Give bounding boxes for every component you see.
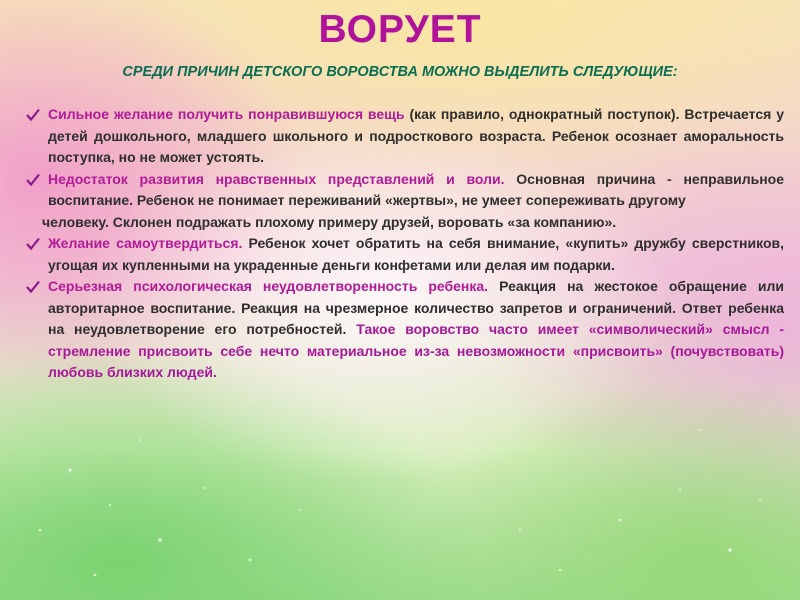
checkmark-icon: [26, 108, 40, 122]
checkmark-icon: [26, 173, 40, 187]
checkmark-icon: [26, 237, 40, 251]
causes-list: [26, 104, 784, 384]
item-text: человеку. Склонен подражать плохому примеру друзей, воровать «за компанию».: [42, 213, 617, 230]
list-item-continuation: [26, 212, 784, 234]
item-text: Основная причина - неправильное воспитание. Ребенок не понимает переживаний «жертвы», не умеет сопереживать другому: [48, 170, 784, 208]
item-highlight: Сильное желание получить понравившуюся вещь: [48, 106, 405, 122]
checkmark-icon: [26, 280, 40, 294]
item-text: Ребенок хочет обратить на себя внимание, «купить» дружбу сверстников, угощая их купленными на украденные деньги конфетами или делая им подарки.: [48, 235, 784, 273]
item-highlight: Недостаток развития нравственных представлений и воли.: [48, 170, 505, 187]
list-item: [26, 233, 784, 276]
list-item: [26, 276, 784, 384]
item-text: (как правило, однократный поступок). Встречается у детей дошкольного, младшего школьного и подросткового возраста. Ребенок осознает аморальность поступка, но не может устоять.: [48, 106, 784, 165]
item-text: Реакция на жестокое обращение или авторитарное воспитание. Реакция на чрезмерное количество запретов и ограничений. Ответ ребенка на неудовлетворение его потребностей.: [48, 278, 784, 337]
item-highlight-conclusion: Такое воровство часто имеет «символический» смысл - стремление присвоить себе нечто материальное из-за невозможности «присвоить» (почувствовать) любовь близких людей.: [48, 321, 784, 380]
page-title: ВОРУЕТ: [318, 8, 482, 51]
page-subtitle: СРЕДИ ПРИЧИН ДЕТСКОГО ВОРОВСТВА МОЖНО ВЫДЕЛИТЬ СЛЕДУЮЩИЕ:: [122, 64, 678, 80]
item-highlight: Желание самоутвердиться.: [48, 235, 243, 251]
item-highlight: Серьезная психологическая неудовлетворенность ребенка.: [48, 278, 489, 294]
list-item: [26, 104, 784, 169]
list-item: [26, 169, 784, 212]
